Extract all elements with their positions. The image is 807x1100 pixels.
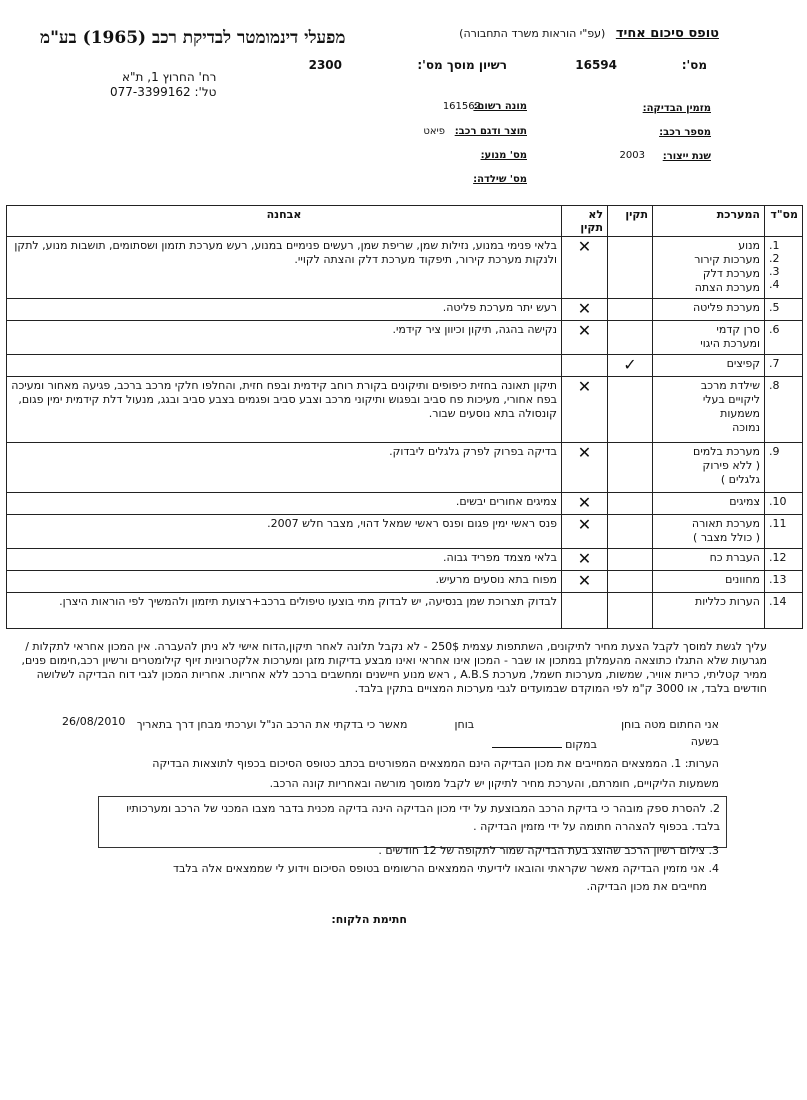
- table-row: [7, 549, 803, 571]
- row-system: צמיגים: [653, 493, 765, 515]
- row-notok-mark: ✕: [562, 443, 608, 493]
- company-address: רח' החרוץ 1, ת"א: [122, 70, 217, 84]
- row-finding: בלאי פנימי במנוע, נזילות שמן, שריפת שמן, רעשים פנימיים במנוע, רעש מערכת תזמון ושסתומים, תושבות מנוע, לתקן ולנקות מערכת קירור, תיפקוד מערכת דלק והצתה לקויי.: [7, 237, 562, 299]
- customer-signature-label: חתימת הלקוח:: [331, 913, 407, 926]
- disclaimer-paragraph: עליך לגשת למוסך לקבל הצעת מחיר לתיקונים, השתתפות עצמית 250$ - לא נקבל תלונה לאחר תיקון,הדוח אישי לא ניתן להעברה. אין המכון אחראי לתקלות / מגרעות שלא התגלו כתוצאה מהעמלתן במתכון או שבר - המכון אינו אחראי ואינו מבצע בדיקות מזגן ומערכות אלקטרוניות זיוף קילומטרים ורשיון רכב,חימום פנים, ממיר קטליתי, כריות אוויר, שמשות, מערכות חשמל, מערכת A.B.S , ראש מנוע חיישנים ומחשבים ברכב ללא אחריות. אחריות המכון לגבי דוח הבדיקה לשלושה חודשים בלבד, או 3000 ק"מ לפי המוקדם שבמועדים לגבי מערכות המצויים בתקין בלבד.: [21, 640, 767, 695]
- row-ok-mark: [608, 549, 653, 571]
- client-label: מזמין הבדיקה:: [642, 103, 711, 114]
- row-finding: צמיגים אחורים יבשים.: [7, 493, 562, 515]
- row-notok-mark: ✕: [562, 321, 608, 355]
- year-label: שנת ייצור:: [662, 151, 711, 162]
- row-number: 8.: [765, 377, 803, 443]
- test-date: 26/08/2010: [62, 715, 126, 728]
- form-title-subtitle: (עפ"י הוראות משרד התחבורה): [459, 27, 606, 40]
- row-number: 6.: [765, 321, 803, 355]
- row-system: שילדת מרכב ליקויים בעלי משמעות נמוכה: [653, 377, 765, 443]
- table-row: [7, 237, 803, 299]
- row-notok-mark: ✕: [562, 571, 608, 593]
- table-row: [7, 377, 803, 443]
- company-phone: טל': 077-3399162: [110, 85, 217, 99]
- row-system: העברת כח: [653, 549, 765, 571]
- header-finding: אבחנה: [7, 206, 562, 237]
- row-system: מערכת בלמים ( ללא פירוק גלגלים ): [653, 443, 765, 493]
- row-number: 9.: [765, 443, 803, 493]
- row-ok-mark: [608, 377, 653, 443]
- row-system: קפיצים: [653, 355, 765, 377]
- form-title-main: טופס סיכום אחיד: [615, 26, 719, 41]
- row-system: מערכת תאורה ( כולל מצבר ): [653, 515, 765, 549]
- meter-label: מונה רשום:: [473, 101, 527, 112]
- row-notok-mark: ✕: [562, 549, 608, 571]
- tester-mid: בוחן: [454, 718, 475, 731]
- remark-4-continued: מחייבים את מכון הבדיקה.: [586, 880, 707, 893]
- company-name: מפעלי דינמומטר לבדיקת רכב (1965) בע"מ: [40, 28, 346, 48]
- garage-license-value: 2300: [308, 58, 342, 72]
- row-notok-mark: ✕: [562, 237, 608, 299]
- car-number-label: מספר רכב:: [659, 127, 711, 138]
- hour-label: בשעה: [690, 735, 719, 748]
- row-finding: תיקון תאונה בחזית כיפופים ותיקונים בקורת רוחב קידמית ובפח חזית, והחלפו חלקי מרכב ברכב, פגיעה מאחור ומעיכה בפח אחורי, מעיכות פח סביב ובפגוש ותיקוני מרכב וצבע סביב ופגמים בצבע סביב ובגג, מנעול דלת קידמית ימין פגום, קונסולה בתא נוסעים שבור.: [7, 377, 562, 443]
- row-notok-mark: ✕: [562, 377, 608, 443]
- row-ok-mark: [608, 593, 653, 629]
- maker-label: תוצר ודגם רכב:: [454, 126, 527, 137]
- chassis-number-label: מס' שילדה:: [473, 174, 527, 185]
- table-row: [7, 355, 803, 377]
- form-number-label: מס':: [681, 58, 707, 72]
- row-number: 1. 2. 3. 4.: [765, 237, 803, 299]
- tester-line: אני החתום מטה בוחן: [621, 718, 719, 731]
- remark-4: 4. אני מזמין הבדיקה מאשר שקראתי והובאו לידיעתי הממצאים הרשומים בטופס הסיכום וידוע לי שממצאים אלה בלבד: [173, 862, 719, 875]
- form-number-value: 16594: [575, 58, 617, 72]
- form-title: [459, 26, 719, 41]
- header-ok: תקין: [608, 206, 653, 237]
- row-system: הערות כלליות: [653, 593, 765, 629]
- table-row: [7, 593, 803, 629]
- garage-license-label: רשיון מוסך מס':: [417, 58, 507, 72]
- row-notok-mark: [562, 355, 608, 377]
- remark-1-continued: משמעות הליקויים, חומרתם, והערכת מחיר לתיקון יש לקבל ממוסך מורשה ובאחריות קונה הרכב.: [269, 777, 719, 790]
- maker-value: פיאט: [423, 126, 445, 137]
- remark-3: 3. צילום רשיון הרכב שהוצג בעת הבדיקה שמור לתקופה של 12 חודשים .: [378, 844, 719, 857]
- row-finding: לבדוק תצרוכת שמן בנסיעה, יש לבדוק מתי בוצעו טיפולים ברכב+רצועת תיזמון ולהמשיך לפי הוראות היצרן.: [7, 593, 562, 629]
- row-notok-mark: [562, 593, 608, 629]
- company-address-block: [110, 70, 216, 100]
- row-notok-mark: ✕: [562, 493, 608, 515]
- row-ok-mark: [608, 515, 653, 549]
- header-notok: לא תקין: [562, 206, 608, 237]
- inspection-table: [6, 205, 803, 629]
- row-ok-mark: [608, 443, 653, 493]
- table-body: [7, 237, 803, 629]
- table-row: [7, 443, 803, 493]
- table-row: [7, 299, 803, 321]
- row-ok-mark: [608, 237, 653, 299]
- row-finding: [7, 355, 562, 377]
- row-ok-mark: [608, 493, 653, 515]
- row-ok-mark: [608, 571, 653, 593]
- remark-1: הערות: 1. הממצאים המחייבים את מכון הבדיקה הינם הממצאים המפורטים בכתב כטופס הסיכום בכפוף לתוצאות הבדיקה: [152, 757, 719, 770]
- row-finding: רעש יתר מערכת פליטה.: [7, 299, 562, 321]
- row-ok-mark: ✓: [608, 355, 653, 377]
- table-row: [7, 321, 803, 355]
- row-number: 10.: [765, 493, 803, 515]
- table-header-row: [7, 206, 803, 237]
- row-ok-mark: [608, 299, 653, 321]
- table-row: [7, 571, 803, 593]
- tester-statement: [137, 718, 719, 731]
- row-number: 5.: [765, 299, 803, 321]
- row-ok-mark: [608, 321, 653, 355]
- table-row: [7, 493, 803, 515]
- row-finding: פנס ראשי ימין פגום ופנס ראשי שמאל דהוי, מצבר חלש 2007.: [7, 515, 562, 549]
- header-num: מס"ד: [765, 206, 803, 237]
- place-label: במקום: [565, 738, 597, 751]
- table-row: [7, 515, 803, 549]
- row-system: סרן קדמי ומערכת היגוי: [653, 321, 765, 355]
- row-number: 11.: [765, 515, 803, 549]
- row-notok-mark: ✕: [562, 299, 608, 321]
- engine-number-label: מס' מנוע:: [480, 150, 527, 161]
- row-notok-mark: ✕: [562, 515, 608, 549]
- row-system: מחוונים: [653, 571, 765, 593]
- row-number: 7.: [765, 355, 803, 377]
- row-finding: נקישה בהגה, תיקון וכיוון ציר קידמי.: [7, 321, 562, 355]
- row-system: מערכת פליטה: [653, 299, 765, 321]
- tester-after: מאשר כי בדקתי את הרכב הנ"ל וערכתי מבחן דרך בתאריך: [136, 718, 408, 731]
- remark-2-box: 2. להסרת ספק מובהר כי בדיקת הרכב המבוצעת על ידי מכון הבדיקה הינה בדיקה מכנית בדבר מצבו המכני של הרכב ומערכותיו בלבד. בכפוף להצהרה חתומה על ידי מזמין הבדיקה .: [98, 796, 727, 848]
- header-system: המערכת: [653, 206, 765, 237]
- place-underline: [492, 747, 562, 748]
- row-system: מנוע מערכות קירור מערכת דלק מערכת הצתה: [653, 237, 765, 299]
- place-field: [492, 738, 597, 751]
- row-number: 12.: [765, 549, 803, 571]
- row-finding: מפוח בתא נוסעים מרעיש.: [7, 571, 562, 593]
- meter-value: 161562: [442, 101, 481, 112]
- year-value: 2003: [619, 150, 645, 161]
- row-finding: בדיקה בפרוק לפרק גלגלים ליבדוק.: [7, 443, 562, 493]
- row-finding: בלאי מצמד מפריד גבוה.: [7, 549, 562, 571]
- row-number: 14.: [765, 593, 803, 629]
- row-number: 13.: [765, 571, 803, 593]
